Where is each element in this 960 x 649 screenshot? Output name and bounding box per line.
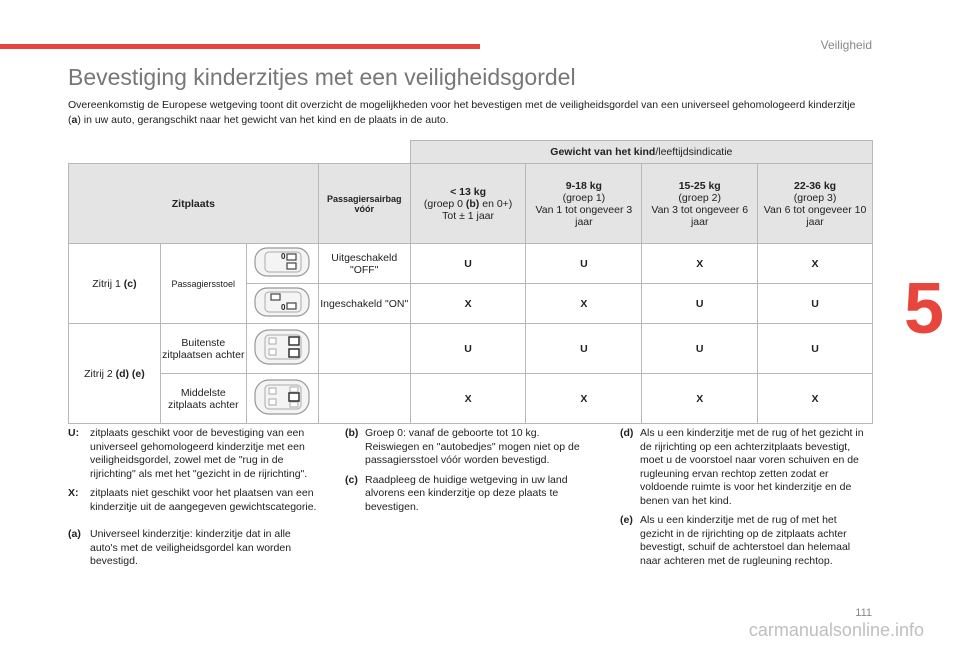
notes-column-1 xyxy=(68,427,320,575)
page-title: Bevestiging kinderzitjes met een veiligheidsgordel xyxy=(68,64,576,90)
notes-column-3 xyxy=(620,427,872,574)
row1-position: Passagiersstoel xyxy=(160,244,246,324)
intro-ref: a xyxy=(71,114,78,126)
child-seat-table xyxy=(68,140,873,424)
group-header-3: 22-36 kg (groep 3) Van 6 tot ongeveer 10 jaar xyxy=(758,164,873,244)
table-row: Middelste zitplaats achter X X X X xyxy=(69,374,873,424)
car-seat-icon xyxy=(246,284,318,324)
group-header-2: 15-25 kg (groep 2) Van 3 tot ongeveer 6 jaar xyxy=(642,164,758,244)
table-row: 0 Ingeschakeld "ON" X X U U xyxy=(69,284,873,324)
notes-column-2 xyxy=(345,427,590,520)
table-row: Zitrij 1 (c) Passagiersstoel 0 Uitgeschakeld "OFF" U U X X xyxy=(69,244,873,284)
seat-header: Zitplaats xyxy=(69,164,319,244)
airbag-header: Passagiersairbag vóór xyxy=(318,164,410,244)
intro-before: Overeenkomstig de Europese wetgeving toont dit overzicht de mogelijkheden voor het bevestigen met de veiligheidsgordel van een universeel gehomologeerd kinderzitje ( xyxy=(68,99,856,126)
row2-outer-position: Buitenste zitplaatsen achter xyxy=(160,324,246,374)
note-d: (d) Als u een kinderzitje met de rug of het gezicht in de rijrichting op een achterzitplaats bevestigt, moet u de voorstoel naar voren schuiven en de rugleuning ervan rechtop zetten zodat er voldoende ruimte is voor het kinderzitje en de benen van het kind. xyxy=(620,427,864,507)
section-label: Veiligheid xyxy=(820,38,872,52)
page-number: 111 xyxy=(855,607,872,619)
note-u: U: zitplaats geschikt voor de bevestiging van een universeel gehomologeerd kinderzitje met een veiligheidsgordel, zowel met de "rug in de rijrichting" als met het "gezicht in de rijrichting". xyxy=(68,427,308,480)
intro-paragraph xyxy=(68,98,868,128)
row1-seat: Zitrij 1 (c) xyxy=(69,244,161,324)
svg-text:0: 0 xyxy=(281,303,286,312)
group-header-1: 9-18 kg (groep 1) Van 1 tot ongeveer 3 jaar xyxy=(526,164,642,244)
row2-seat: Zitrij 2 (d) (e) xyxy=(69,324,161,424)
car-seat-icon xyxy=(246,324,318,374)
note-x: X: zitplaats niet geschikt voor het plaatsen van een kinderzitje uit de aangegeven gewichtscategorie. xyxy=(68,487,317,513)
chapter-tab xyxy=(904,258,960,378)
car-seat-icon xyxy=(246,244,318,284)
airbag-off: Uitgeschakeld "OFF" xyxy=(318,244,410,284)
note-c: (c) Raadpleeg de huidige wetgeving in uw land alvorens een kinderzitje op deze plaats te bevestigen. xyxy=(345,473,568,513)
note-e: (e) Als u een kinderzitje met de rug of met het gezicht in de rijrichting op de zitplaats achter bevestigt, schuif de achterstoel dan helemaal naar achteren met de rugleuning rechtop. xyxy=(620,514,851,567)
note-b: (b) Groep 0: vanaf de geboorte tot 10 kg. Reiswiegen en "autobedjes" mogen niet op de passagiersstoel vóór worden bevestigd. xyxy=(345,427,580,466)
row2-middle-position: Middelste zitplaats achter xyxy=(160,374,246,424)
header-accent-bar xyxy=(0,44,480,49)
table-row: Zitrij 2 (d) (e) Buitenste zitplaatsen achter U U U U xyxy=(69,324,873,374)
car-seat-icon xyxy=(246,374,318,424)
airbag-on: Ingeschakeld "ON" xyxy=(318,284,410,324)
chapter-number: 5 xyxy=(904,269,945,349)
svg-text:0: 0 xyxy=(281,252,286,261)
note-a: (a) Universeel kinderzitje: kinderzitje dat in alle auto's met de veiligheidsgordel kan worden bevestigd. xyxy=(68,528,292,567)
intro-after: ) in uw auto, gerangschikt naar het gewicht van het kind en de plaats in de auto. xyxy=(77,114,449,126)
group-header-0: < 13 kg (groep 0 (b) en 0+) Tot ± 1 jaar xyxy=(410,164,526,244)
watermark: carmanualsonline.info xyxy=(748,620,924,640)
weight-header: Gewicht van het kind/leeftijdsindicatie xyxy=(410,141,872,164)
